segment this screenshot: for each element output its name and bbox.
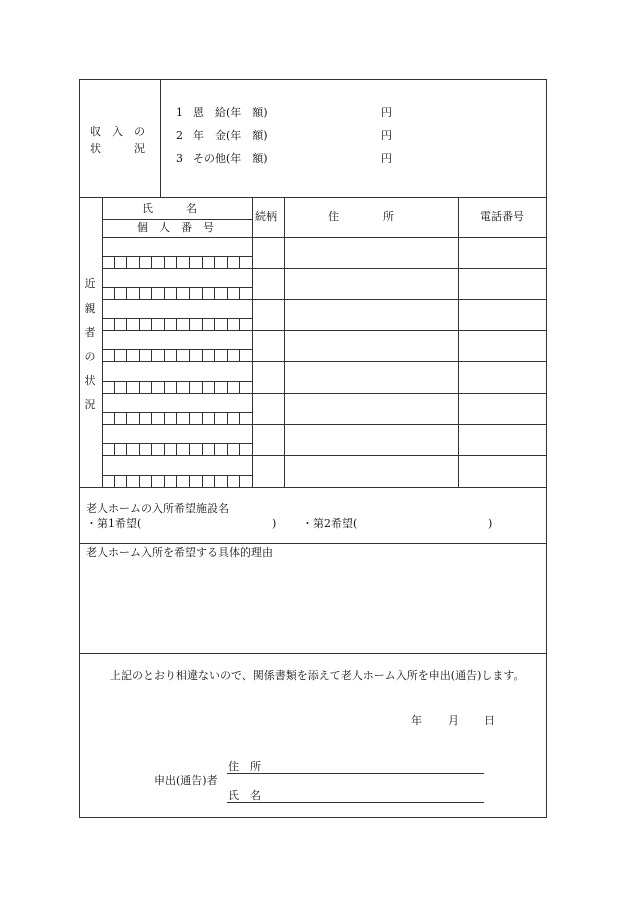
id-number-cells-4[interactable] <box>102 350 252 361</box>
facility-second-choice[interactable]: ・第2希望( <box>302 517 358 530</box>
income-item-3: その他(年 額) <box>193 152 268 165</box>
facility-bottom-rule <box>80 543 546 544</box>
reason-text-area[interactable] <box>80 560 546 652</box>
income-label-1: 収 入 の <box>90 125 145 138</box>
id-number-cells-5[interactable] <box>102 382 252 393</box>
declaration-text: 上記のとおり相違ないので、関係書類を添えて老人ホーム入所を申出(通告)します。 <box>110 669 525 682</box>
facility-title: 老人ホームの入所希望施設名 <box>86 502 229 515</box>
date-day-label: 日 <box>484 714 495 727</box>
application-form <box>79 79 547 818</box>
applicant-name-label: 氏 名 <box>228 789 261 802</box>
facility-second-close: ) <box>488 517 493 530</box>
id-number-cells-7[interactable] <box>102 444 252 455</box>
id-number-cells-6[interactable] <box>102 413 252 424</box>
applicant-name-line[interactable] <box>227 802 484 803</box>
side-label-char-5: 状 <box>84 374 96 387</box>
header-id-number: 個 人 番 号 <box>137 221 214 234</box>
income-item-1: 恩 給(年 額) <box>193 106 268 119</box>
id-number-cells-3[interactable] <box>102 319 252 330</box>
date-year-label: 年 <box>411 714 422 727</box>
applicant-address-line[interactable] <box>227 773 484 774</box>
facility-first-choice[interactable]: ・第1希望( <box>86 517 142 530</box>
date-month-label: 月 <box>448 714 459 727</box>
header-address: 住 所 <box>328 210 394 223</box>
header-relation: 続柄 <box>255 210 277 223</box>
applicant-label: 申出(通告)者 <box>154 774 218 787</box>
income-num-2: 2 <box>176 129 183 142</box>
header-phone: 電話番号 <box>480 210 524 223</box>
side-label-char-1: 近 <box>84 277 96 290</box>
relatives-bottom-rule <box>80 487 546 488</box>
income-unit-2: 円 <box>381 129 392 142</box>
income-unit-3: 円 <box>381 152 392 165</box>
income-num-3: 3 <box>176 152 183 165</box>
income-unit-1: 円 <box>381 106 392 119</box>
income-divider <box>160 80 161 197</box>
relatives-table <box>80 197 546 487</box>
side-label-char-2: 親 <box>84 302 96 315</box>
reason-bottom-rule <box>80 653 546 654</box>
applicant-address-label: 住 所 <box>228 760 261 773</box>
id-number-cells-8[interactable] <box>102 476 252 487</box>
side-label-char-6: 況 <box>84 398 96 411</box>
side-label-char-4: の <box>84 350 96 363</box>
id-number-cells-2[interactable] <box>102 288 252 299</box>
facility-first-close: ) <box>272 517 277 530</box>
id-number-cells-1[interactable] <box>102 257 252 268</box>
income-item-2: 年 金(年 額) <box>193 129 268 142</box>
reason-title: 老人ホーム入所を希望する具体的理由 <box>86 546 273 559</box>
income-num-1: 1 <box>176 106 183 119</box>
income-label-2: 状 況 <box>90 142 145 155</box>
header-name: 氏 名 <box>142 202 197 215</box>
side-label-char-3: 者 <box>84 326 96 339</box>
